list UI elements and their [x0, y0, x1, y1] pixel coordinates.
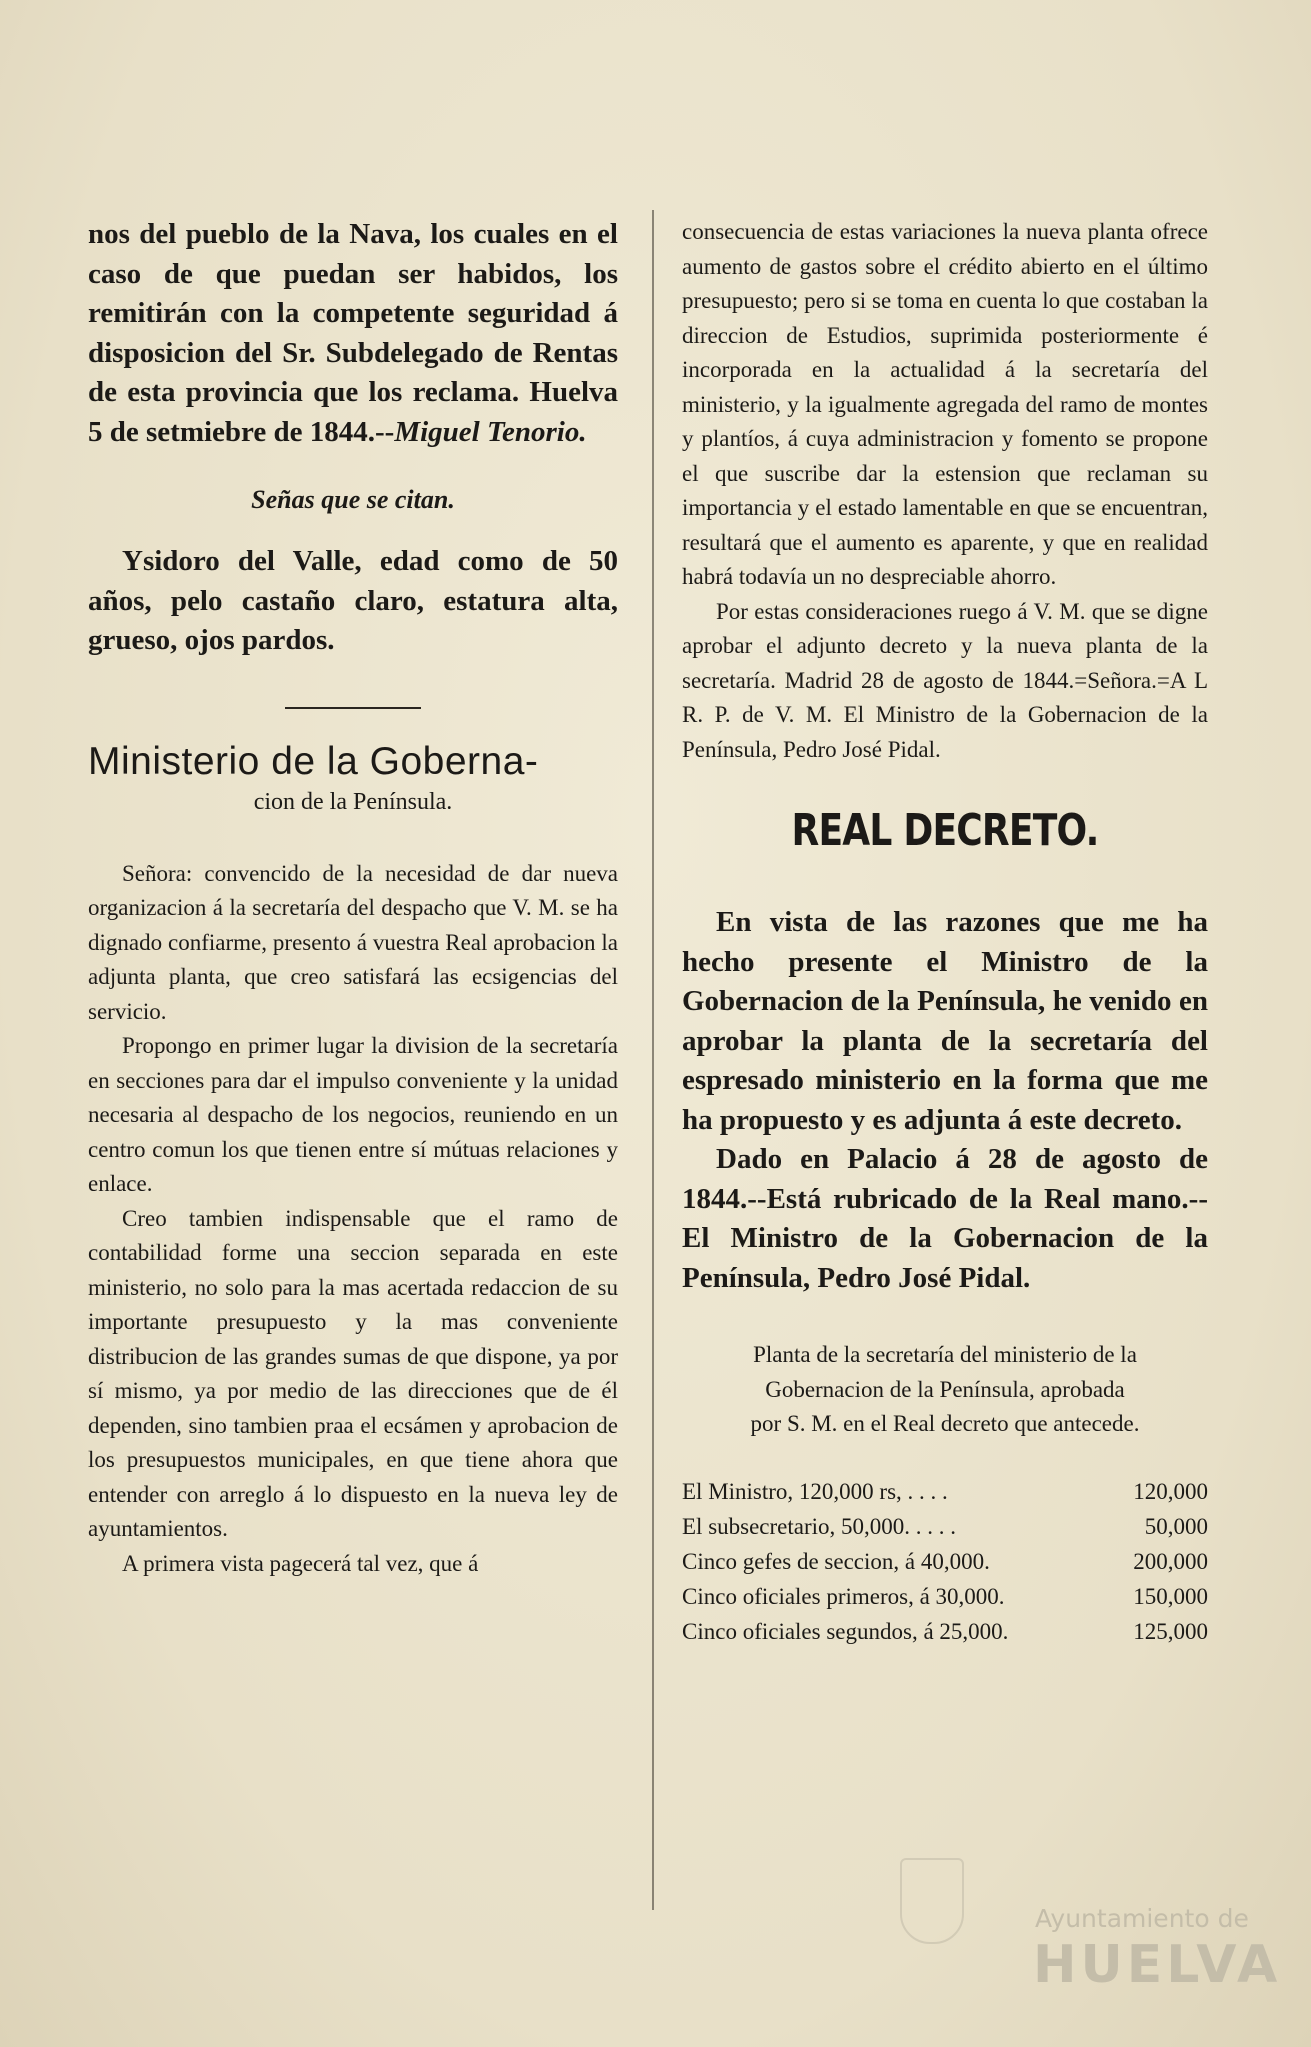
- decreto-paragraph-1: En vista de las razones que me ha hecho presente el Ministro de la Gobernacion de la Península, he venido en aprobar la planta de la secretaría del espresado ministerio en la forma que me ha propuesto y es adjunta á este decreto.: [682, 906, 1208, 1136]
- table-row: [682, 1614, 1208, 1649]
- right-paragraph-2: Por estas consideraciones ruego á V. M. que se digne aprobar el adjunto decreto y la nueva planta de la secretaría. Madrid 28 de agosto de 1844.=Señora.=A L R. P. de V. M. El Ministro de la Gobernacion de la Península, Pedro José Pidal.: [682, 598, 1208, 762]
- table-row: [682, 1474, 1208, 1509]
- senas-heading: Señas que se citan.: [251, 485, 455, 514]
- row-label: El subsecretario, 50,000. . . . .: [682, 1513, 957, 1539]
- right-column: [682, 215, 1208, 1649]
- senas-text: Ysidoro del Valle, edad como de 50 años, pelo castaño claro, estatura alta, grueso, ojos pardos.: [88, 545, 618, 656]
- row-label: Cinco gefes de seccion, á 40,000.: [682, 1548, 990, 1574]
- opening-paragraph: nos del pueblo de la Nava, los cuales en el caso de que puedan ser habidos, los remitirán con la competente seguridad á disposicion del Sr. Subdelegado de Rentas de esta provincia que los reclama. Huelva 5 de setmiebre de 1844.--Miguel Tenorio.: [88, 218, 618, 448]
- ministerio-paragraph-2: Propongo en primer lugar la division de la secretaría en secciones para dar el impulso conveniente y la unidad necesaria al despacho de los negocios, reuniendo en un centro comun los que tienen entre sí mútuas relaciones y enlace.: [88, 1033, 618, 1196]
- ministerio-paragraph-3: Creo tambien indispensable que el ramo de contabilidad forme una seccion separada en este ministerio, no solo para la mas acertada redaccion de su importante presupuesto y la mas conveniente distribucion de las grandes sumas de que dispone, ya por sí mismo, ya por medio de las direcciones que de él dependen, sino tambien praa el ecsámen y aprobacion de los presupuestos municipales, en que tiene ahora que entender con arreglo á lo dispuesto en la nueva ley de ayuntamientos.: [88, 1205, 618, 1541]
- coat-of-arms-icon: [900, 1858, 964, 1944]
- table-row: [682, 1579, 1208, 1614]
- decreto-title: REAL DECRETO.: [791, 805, 1099, 856]
- section-divider: [285, 707, 421, 709]
- ministerio-paragraph-1: Señora: convencido de la necesidad de dar nueva organizacion á la secretaría del despacho que V. M. se ha dignado confiarme, presento á vuestra Real aprobacion la adjunta planta, que creo satisfará las ecsigencias del servicio.: [88, 860, 618, 1024]
- row-label: Cinco oficiales primeros, á 30,000.: [682, 1583, 1005, 1609]
- planta-heading-line-3: por S. M. en el Real decreto que antecede.: [750, 1411, 1140, 1436]
- opening-signature: Miguel Tenorio.: [394, 415, 587, 448]
- planta-heading: [682, 1338, 1208, 1442]
- row-amount: 50,000: [1144, 1513, 1208, 1539]
- row-label: El Ministro, 120,000 rs, . . . .: [682, 1478, 948, 1504]
- ministerio-subtitle: cion de la Península.: [253, 788, 453, 815]
- watermark-line-1: Ayuntamiento de: [1035, 1904, 1249, 1933]
- row-amount: 150,000: [1133, 1583, 1208, 1609]
- row-amount: 200,000: [1133, 1548, 1208, 1574]
- left-column: [88, 215, 618, 1581]
- column-divider: [652, 210, 654, 1910]
- row-amount: 125,000: [1133, 1618, 1208, 1644]
- planta-heading-line-2: Gobernacion de la Península, aprobada: [765, 1376, 1125, 1402]
- right-paragraph-1: consecuencia de estas variaciones la nueva planta ofrece aumento de gastos sobre el crédito abierto en el último presupuesto; pero si se toma en cuenta lo que costaban la direccion de Estudios, suprimida posteriormente é incorporada en la actualidad á la secretaría del ministerio, y la igualmente agregada del ramo de montes y plantíos, á cuya administracion y fomento se propone el que suscribe dar la estension que reclaman su importancia y el estado lamentable en que se encuentran, resultará que el aumento es aparente, y que en realidad habrá todavía un no despreciable ahorro.: [682, 219, 1208, 589]
- planta-table: [682, 1474, 1208, 1649]
- ministerio-title: Ministerio de la Goberna-: [88, 739, 539, 783]
- decreto-paragraph-2: Dado en Palacio á 28 de agosto de 1844.--Está rubricado de la Real mano.--El Ministro de la Gobernacion de la Península, Pedro José Pidal.: [682, 1143, 1208, 1294]
- planta-heading-line-1: Planta de la secretaría del ministerio de la: [753, 1342, 1137, 1367]
- ministerio-paragraph-4: A primera vista pagecerá tal vez, que á: [122, 1550, 479, 1576]
- row-label: Cinco oficiales segundos, á 25,000.: [682, 1618, 1009, 1644]
- table-row: [682, 1544, 1208, 1579]
- row-amount: 120,000: [1133, 1478, 1208, 1504]
- watermark-line-2: HUELVA: [1033, 1935, 1282, 1995]
- table-row: [682, 1509, 1208, 1544]
